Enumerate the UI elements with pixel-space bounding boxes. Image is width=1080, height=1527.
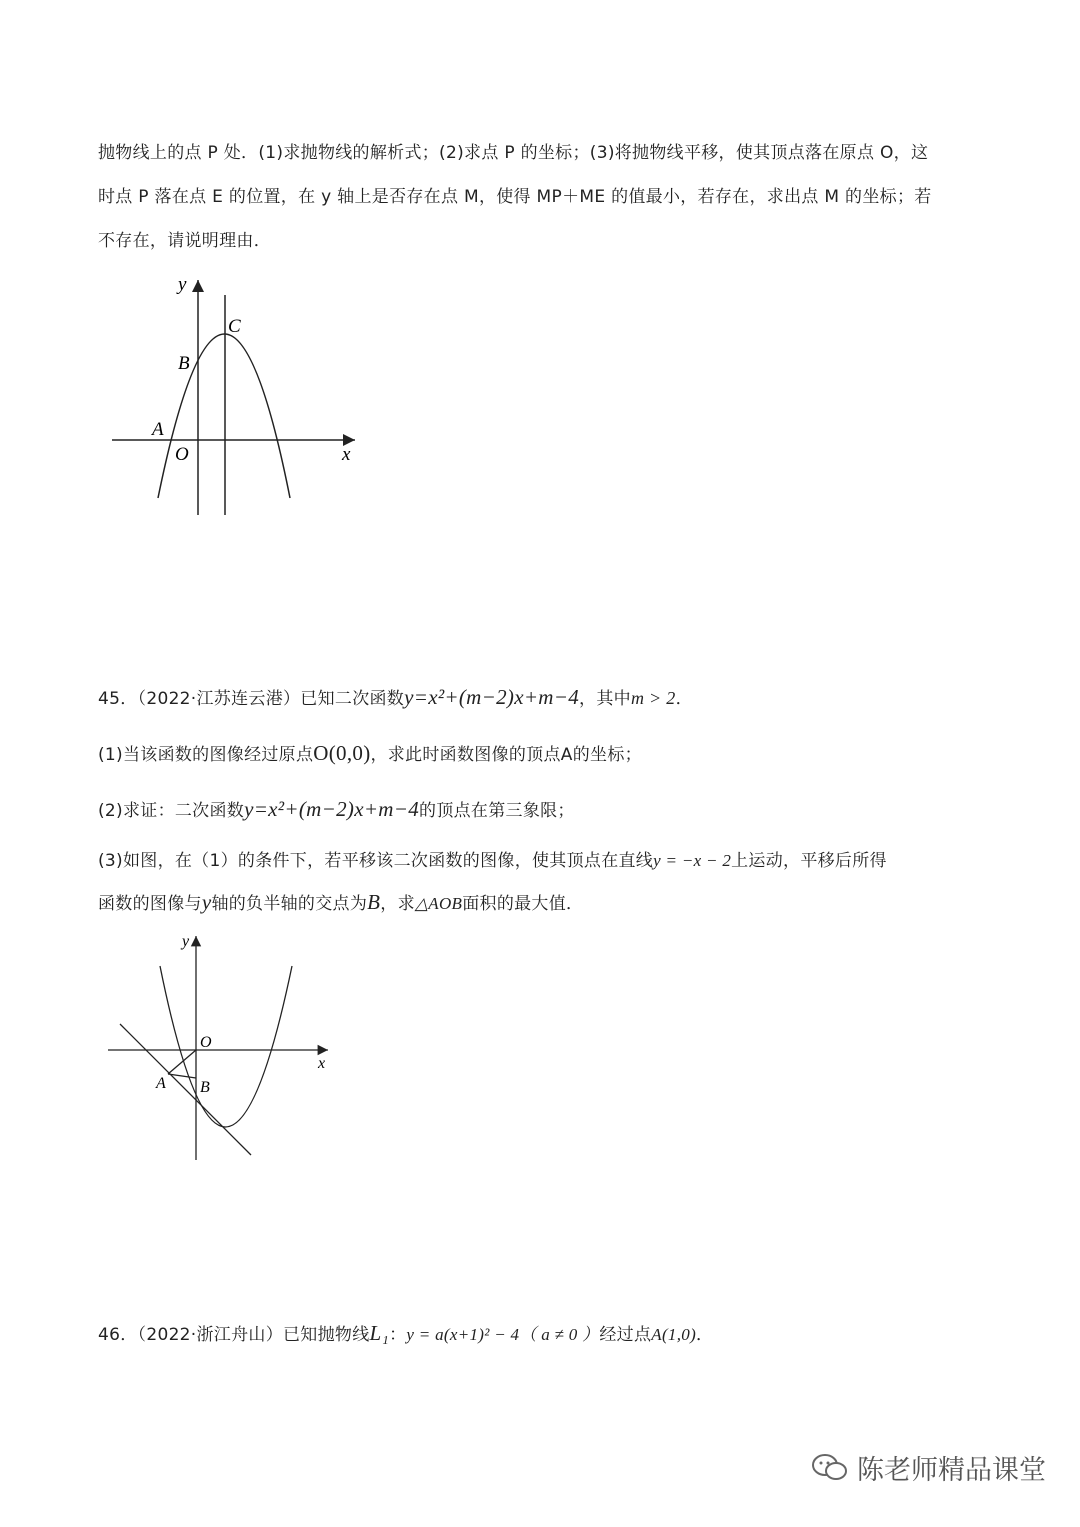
label-o: O	[175, 444, 189, 465]
p45-cond-end: ．	[675, 689, 693, 709]
segment-OA	[168, 1050, 196, 1074]
p45-q3-text: (3)如图，在（1）的条件下，若平移该二次函数的图像，使其顶点在直线	[98, 851, 654, 871]
p45-question-2	[98, 796, 575, 822]
p46-l1: L₁	[369, 1321, 390, 1345]
p44-figure	[100, 270, 370, 520]
p44-text-line2: 时点 P 落在点 E 的位置，在 y 轴上是否存在点 M，使得 MP＋ME 的值最小，若存在，求出点 M 的坐标；若	[98, 187, 932, 207]
p45-q2-expression: y=x²+(m−2)x+m−4	[244, 797, 420, 821]
line-y-neg-x-minus-2	[120, 1024, 251, 1155]
label-a: A	[156, 1075, 166, 1092]
label-y: y	[178, 274, 187, 295]
label-c: C	[228, 316, 241, 337]
p45-q1-post: ，求此时函数图像的顶点A的坐标；	[370, 745, 642, 765]
p45-heading	[98, 684, 693, 710]
p46-point: A(1,0)	[651, 1325, 697, 1344]
label-b: B	[178, 353, 190, 374]
p46-colon: ：	[389, 1325, 407, 1345]
p45-figure	[100, 928, 340, 1168]
p46-end: ．	[696, 1325, 714, 1345]
p45-q1-text: (1)当该函数的图像经过原点	[98, 745, 314, 765]
p46-condition: （ a ≠ 0 ）	[519, 1325, 600, 1344]
p45-q3-l2-mid: 轴的负半轴的交点为	[211, 894, 368, 914]
p45-q3-triangle: △AOB	[414, 894, 463, 913]
p45-head-text: 45．（2022·江苏连云港）已知二次函数	[98, 689, 405, 709]
p46-head-text: 46．（2022·浙江舟山）已知抛物线	[98, 1325, 370, 1345]
label-y: y	[182, 933, 190, 950]
p45-q3-l2-end: 面积的最大值．	[462, 894, 584, 914]
p45-q3-post: 上运动，平移后所得	[731, 851, 887, 871]
p45-question-3-line2	[98, 889, 583, 915]
label-o: O	[200, 1034, 212, 1051]
p45-q3-line-eq: y = −x − 2	[653, 851, 732, 870]
p46-post: 经过点	[599, 1325, 652, 1345]
p45-q3-l2-pre: 函数的图像与	[98, 894, 202, 914]
p44-text-line3: 不存在，请说明理由．	[98, 231, 271, 251]
label-x: x	[342, 444, 351, 465]
p45-condition: m > 2	[630, 688, 676, 708]
p45-q3-b: B	[367, 890, 381, 914]
wechat-icon	[811, 1453, 849, 1483]
p45-q2-post: 的顶点在第三象限；	[419, 801, 575, 821]
label-a: A	[152, 419, 164, 440]
p45-q3-y: y	[201, 890, 212, 914]
watermark-text: 陈老师精品课堂	[857, 1455, 1046, 1486]
p46-expression: y = a(x+1)² − 4	[406, 1325, 520, 1344]
p45-question-3-line1	[98, 846, 887, 871]
p45-q1-point: O(0,0)	[313, 741, 371, 765]
p45-question-1	[98, 740, 642, 766]
p45-expression: y=x²+(m−2)x+m−4	[404, 685, 580, 709]
original-parabola	[160, 966, 292, 1127]
p45-q3-l2-mid2: ，求	[380, 894, 415, 914]
watermark	[811, 1448, 1046, 1487]
p44-text-line1: 抛物线上的点 P 处．(1)求抛物线的解析式；(2)求点 P 的坐标；(3)将抛物线平移，使其顶点落在原点 O，这	[98, 143, 929, 163]
label-b: B	[200, 1079, 210, 1096]
label-x: x	[318, 1055, 326, 1072]
p45-cond-pre: ，其中	[579, 689, 631, 709]
p45-q2-text: (2)求证：二次函数	[98, 801, 245, 821]
p46-heading	[98, 1320, 713, 1346]
